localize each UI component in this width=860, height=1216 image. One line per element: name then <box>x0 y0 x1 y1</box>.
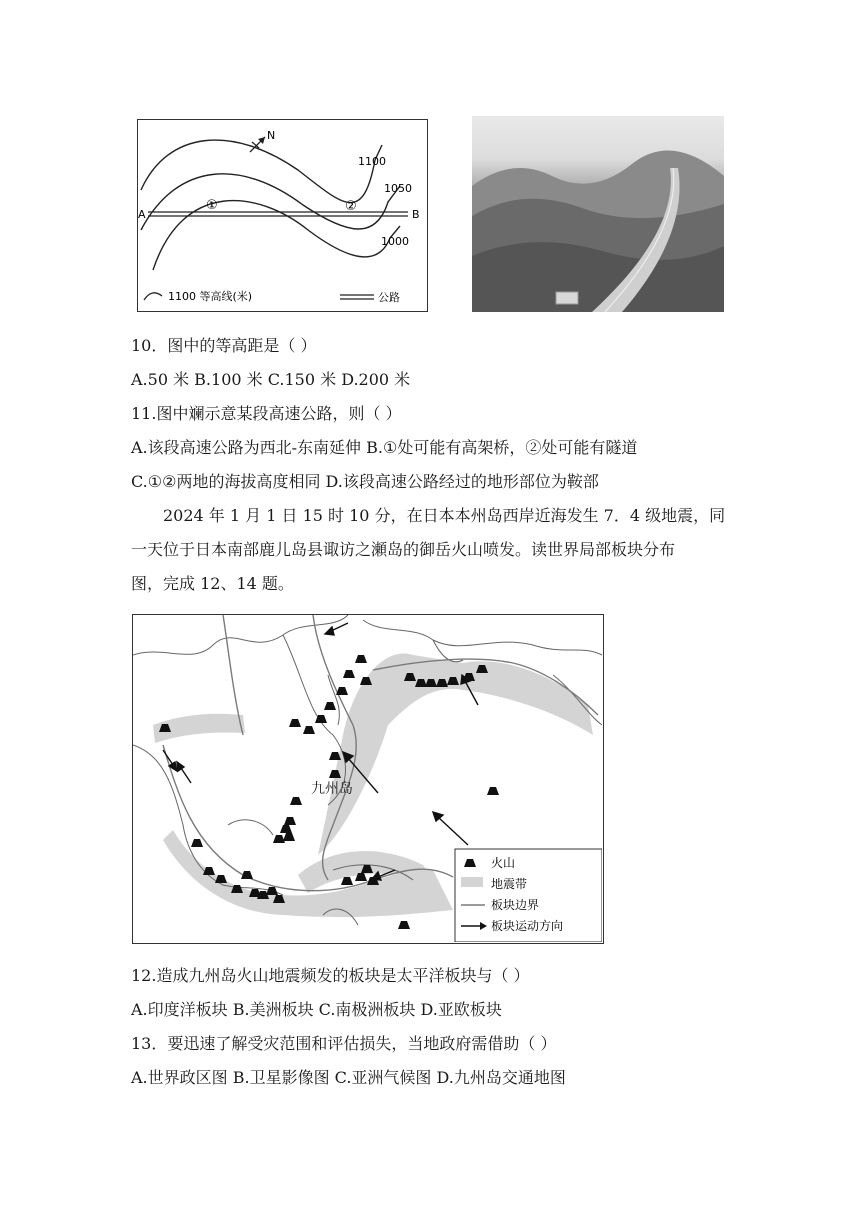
contour-label-1050: 1050 <box>384 182 412 195</box>
road-line <box>148 212 408 216</box>
legend-quake-belt-label: 地震带 <box>491 877 528 891</box>
legend-road-icon <box>340 295 374 299</box>
point-1-label: ① <box>206 198 218 213</box>
highway-photo <box>472 116 724 312</box>
contour-line-1000 <box>153 201 400 270</box>
plate-map-figure <box>132 614 604 944</box>
question-11: 11.图中斓示意某段高速公路，则（ ） <box>131 404 402 423</box>
legend-road-label: 公路 <box>378 291 400 304</box>
legend-plate-motion-label: 板块运动方向 <box>491 919 564 933</box>
question-13: 13．要迅速了解受灾范围和评估损失，当地政府需借助（ ） <box>131 1034 557 1053</box>
contour-label-1100: 1100 <box>358 155 386 168</box>
question-10-options: A.50 米 B.100 米 C.150 米 D.200 米 <box>131 370 411 389</box>
legend-contour-label: 1100 等高线(米) <box>168 290 253 303</box>
question-12: 12.造成九州岛火山地震频发的板块是太平洋板块与（ ） <box>131 966 530 985</box>
legend-volcano-label: 火山 <box>491 856 516 870</box>
legend-plate-boundary-label: 板块边界 <box>491 898 540 912</box>
question-12-options: A.印度洋板块 B.美洲板块 C.南极洲板块 D.亚欧板块 <box>131 1000 502 1019</box>
plate-map-svg <box>133 615 602 942</box>
contour-map-svg <box>138 120 426 310</box>
intro-line-3: 图，完成 12、14 题。 <box>131 574 294 593</box>
contour-line-1050 <box>141 174 400 230</box>
question-13-options: A.世界政区图 B.卫星影像图 C.亚洲气候图 D.九州岛交通地图 <box>131 1068 566 1087</box>
north-label: N <box>267 129 276 142</box>
point-a-label: A <box>138 208 146 221</box>
intro-line-2: 一天位于日本南部鹿儿岛县诹访之瀬岛的御岳火山喷发。读世界局部板块分布 <box>131 540 676 559</box>
highway-photo-svg <box>472 116 724 312</box>
plate-map-legend <box>455 849 602 942</box>
question-10: 10．图中的等高距是（ ） <box>131 336 317 355</box>
legend-quake-belt-icon <box>461 877 483 887</box>
intro-line-1: 2024 年 1 月 1 日 15 时 10 分，在日本本州岛西岸近海发生 7．4 级地震，同 <box>163 506 726 525</box>
legend-contour-icon <box>144 293 162 300</box>
question-11-options-1: A.该段高速公路为西北-东南延伸 B.①处可能有高架桥，②处可能有隧道 <box>131 438 638 457</box>
question-11-options-2: C.①②两地的海拔高度相同 D.该段高速公路经过的地形部位为鞍部 <box>131 472 599 491</box>
contour-map-figure <box>137 119 428 312</box>
contour-label-1000: 1000 <box>381 235 409 248</box>
point-b-label: B <box>412 208 420 221</box>
contour-line-1100 <box>141 140 375 203</box>
kyushu-island-label: 九州岛 <box>311 781 353 797</box>
point-2-label: ② <box>345 199 357 214</box>
